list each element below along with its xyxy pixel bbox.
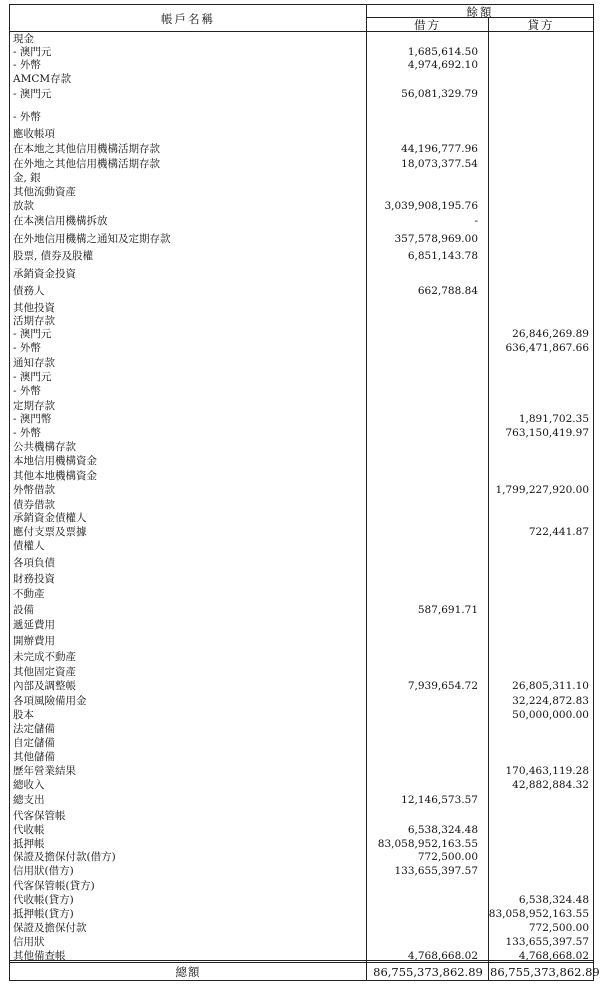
credit-value: 32,224,872.83 (512, 695, 589, 707)
account-label: 其他流動資產 (13, 186, 76, 198)
account-label: 通知存款 (13, 357, 55, 369)
credit-value: 763,150,419.97 (505, 427, 589, 439)
account-label: 其他儲備 (13, 751, 55, 763)
table-row (10, 793, 593, 807)
account-label: 代收帳 (13, 824, 45, 836)
account-label: 在外地信用機構之通知及定期存款 (13, 233, 171, 245)
account-label: 各項風險備用金 (13, 695, 87, 707)
account-label: 保證及擔保付款 (13, 922, 87, 934)
table-row (10, 267, 593, 281)
credit-value: 636,471,867.66 (505, 342, 589, 354)
debit-value: 6,851,143.78 (407, 250, 478, 262)
table-row (10, 399, 593, 413)
table-row (10, 370, 593, 384)
credit-value: 4,768,668.02 (518, 950, 589, 962)
table-row (10, 301, 593, 315)
account-label: 歷年營業結果 (13, 765, 76, 777)
table-row (10, 171, 593, 185)
table-row (10, 850, 593, 864)
table-row (10, 32, 593, 46)
account-label: 總支出 (13, 794, 45, 806)
account-label: 公共機構存款 (13, 441, 76, 453)
account-label: 代收帳(貸方) (13, 894, 74, 906)
account-label: - 澳門元 (13, 328, 52, 340)
debit-value: 133,655,397.57 (394, 865, 478, 877)
credit-value: 50,000,000.00 (512, 709, 589, 721)
table-row (10, 498, 593, 512)
debit-value: 662,788.84 (417, 285, 478, 297)
table-row (10, 214, 593, 228)
account-label: 承銷資金投資 (13, 268, 76, 280)
credit-value: 1,799,227,920.00 (495, 484, 589, 496)
debit-value: 44,196,777.96 (401, 143, 478, 155)
account-label: - 澳門元 (13, 46, 52, 58)
debit-value: 7,939,654.72 (407, 680, 478, 692)
table-row (10, 511, 593, 525)
table-row (10, 483, 593, 497)
account-label: - 外幣 (13, 427, 41, 439)
table-row (10, 525, 593, 539)
account-label: 其他固定資產 (13, 666, 76, 678)
debit-value: 357,578,969.00 (394, 233, 478, 245)
table-row (10, 778, 593, 792)
table-row (10, 142, 593, 156)
table-row (10, 722, 593, 736)
account-label: 自定儲備 (13, 737, 55, 749)
table-row (10, 426, 593, 440)
header-balance: 餘額 (466, 5, 494, 19)
credit-value: 133,655,397.57 (505, 936, 589, 948)
debit-value: - (474, 215, 478, 227)
table-row (10, 284, 593, 298)
table-row (10, 127, 593, 141)
account-label: - 澳門幣 (13, 413, 52, 425)
credit-value: 722,441.87 (528, 526, 589, 538)
table-row (10, 736, 593, 750)
debit-value: 1,685,614.50 (407, 46, 478, 58)
account-label: 金, 銀 (13, 172, 41, 184)
account-label: 在本地之其他信用機構活期存款 (13, 143, 160, 155)
account-label: 保證及擔保付款(借方) (13, 851, 116, 863)
account-label: 代客保管帳 (13, 810, 66, 822)
table-row (10, 679, 593, 693)
account-label: 債券借款 (13, 499, 55, 511)
account-label: - 澳門元 (13, 371, 52, 383)
account-label: 未完成不動產 (13, 651, 76, 663)
debit-value: 18,073,377.54 (401, 158, 478, 170)
debit-value: 3,039,908,195.76 (384, 200, 478, 212)
credit-value: 6,538,324.48 (518, 894, 589, 906)
debit-value: 56,081,329.79 (401, 88, 478, 100)
credit-value: 26,846,269.89 (512, 328, 589, 340)
account-label: 定期存款 (13, 400, 55, 412)
account-label: - 外幣 (13, 59, 41, 71)
account-label: 在外地之其他信用機構活期存款 (13, 158, 160, 170)
table-row (10, 110, 593, 124)
account-label: - 外幣 (13, 111, 41, 123)
account-label: 信用狀(借方) (13, 865, 74, 877)
account-label: 本地信用機構資金 (13, 455, 97, 467)
account-label: 債權人 (13, 540, 45, 552)
account-label: 各項負債 (13, 557, 55, 569)
table-row (10, 185, 593, 199)
table-row (10, 921, 593, 935)
table-row (10, 823, 593, 837)
account-label: 活期存款 (13, 315, 55, 327)
debit-value: 772,500.00 (417, 851, 478, 863)
table-row (10, 341, 593, 355)
account-label: 股票, 債券及股權 (13, 250, 94, 262)
table-row (10, 618, 593, 632)
credit-value: 83,058,952,163.55 (488, 908, 589, 920)
table-row (10, 72, 593, 86)
account-label: 開辦費用 (13, 635, 55, 647)
table-row (10, 327, 593, 341)
trial-balance-table (9, 4, 600, 981)
account-label: 承銷資金債權人 (13, 512, 87, 524)
table-row (10, 837, 593, 851)
table-row (10, 58, 593, 72)
account-label: AMCM存款 (13, 73, 72, 85)
table-row (10, 454, 593, 468)
debit-value: 587,691.71 (417, 604, 478, 616)
account-label: 財務投資 (13, 573, 55, 585)
account-label: 現金 (13, 33, 34, 45)
table-row (10, 634, 593, 648)
account-label: 應付支票及票據 (13, 526, 87, 538)
account-label: 抵押帳(貸方) (13, 908, 74, 920)
account-label: 外幣借款 (13, 484, 55, 496)
total-debit: 86,755,373,862.89 (373, 965, 483, 979)
table-row (10, 356, 593, 370)
table-row (10, 157, 593, 171)
credit-value: 42,882,884.32 (512, 779, 589, 791)
credit-value: 772,500.00 (528, 922, 589, 934)
account-label: 其他本地機構資金 (13, 470, 97, 482)
account-label: 股本 (13, 709, 34, 721)
debit-value: 4,768,668.02 (407, 950, 478, 962)
account-label: 在本澳信用機構拆放 (13, 215, 108, 227)
table-row (10, 650, 593, 664)
table-row (10, 879, 593, 893)
account-label: 應收帳項 (13, 128, 55, 140)
table-row (10, 556, 593, 570)
table-row (10, 199, 593, 213)
credit-value: 170,463,119.28 (505, 765, 589, 777)
table-row (10, 907, 593, 921)
account-label: 其他投資 (13, 302, 55, 314)
table-row (10, 384, 593, 398)
table-row (10, 949, 593, 963)
table-row (10, 539, 593, 553)
table-row (10, 764, 593, 778)
table-row (10, 603, 593, 617)
header-account-name: 帳戶名稱 (161, 12, 215, 26)
account-label: 放款 (13, 200, 34, 212)
total-label: 總額 (175, 965, 201, 979)
table-row (10, 412, 593, 426)
account-label: - 外幣 (13, 342, 41, 354)
total-credit: 86,755,373,862.89 (490, 965, 600, 979)
table-row (10, 893, 593, 907)
credit-value: 1,891,702.35 (518, 413, 589, 425)
account-label: 不動產 (13, 588, 45, 600)
table-row (10, 572, 593, 586)
table-row (10, 935, 593, 949)
account-label: 總收入 (13, 779, 45, 791)
account-label: 抵押帳 (13, 838, 45, 850)
table-row (10, 708, 593, 722)
account-label: - 澳門元 (13, 88, 52, 100)
table-row (10, 314, 593, 328)
account-label: 代客保管帳(貸方) (13, 880, 95, 892)
account-label: 內部及調整帳 (13, 680, 76, 692)
account-label: - 外幣 (13, 385, 41, 397)
account-label: 法定儲備 (13, 723, 55, 735)
header-debit: 借方 (414, 18, 441, 32)
table-row (10, 750, 593, 764)
table-row (10, 694, 593, 708)
account-label: 設備 (13, 604, 34, 616)
header-credit: 貸方 (527, 18, 555, 32)
table-row (10, 665, 593, 679)
table-row (10, 87, 593, 101)
table-row (10, 469, 593, 483)
table-row (10, 45, 593, 59)
debit-value: 4,974,692.10 (407, 59, 478, 71)
account-label: 信用狀 (13, 936, 45, 948)
table-row (10, 232, 593, 246)
table-row (10, 249, 593, 263)
table-row (10, 809, 593, 823)
debit-value: 12,146,573.57 (401, 794, 478, 806)
credit-value: 26,805,311.10 (512, 680, 589, 692)
account-label: 遞延費用 (13, 619, 55, 631)
table-row (10, 440, 593, 454)
account-label: 債務人 (13, 285, 45, 297)
debit-value: 83,058,952,163.55 (377, 838, 478, 850)
table-row (10, 864, 593, 878)
total-row (10, 964, 600, 980)
table-row (10, 587, 593, 601)
debit-value: 6,538,324.48 (407, 824, 478, 836)
account-label: 其他備查帳 (13, 950, 66, 962)
